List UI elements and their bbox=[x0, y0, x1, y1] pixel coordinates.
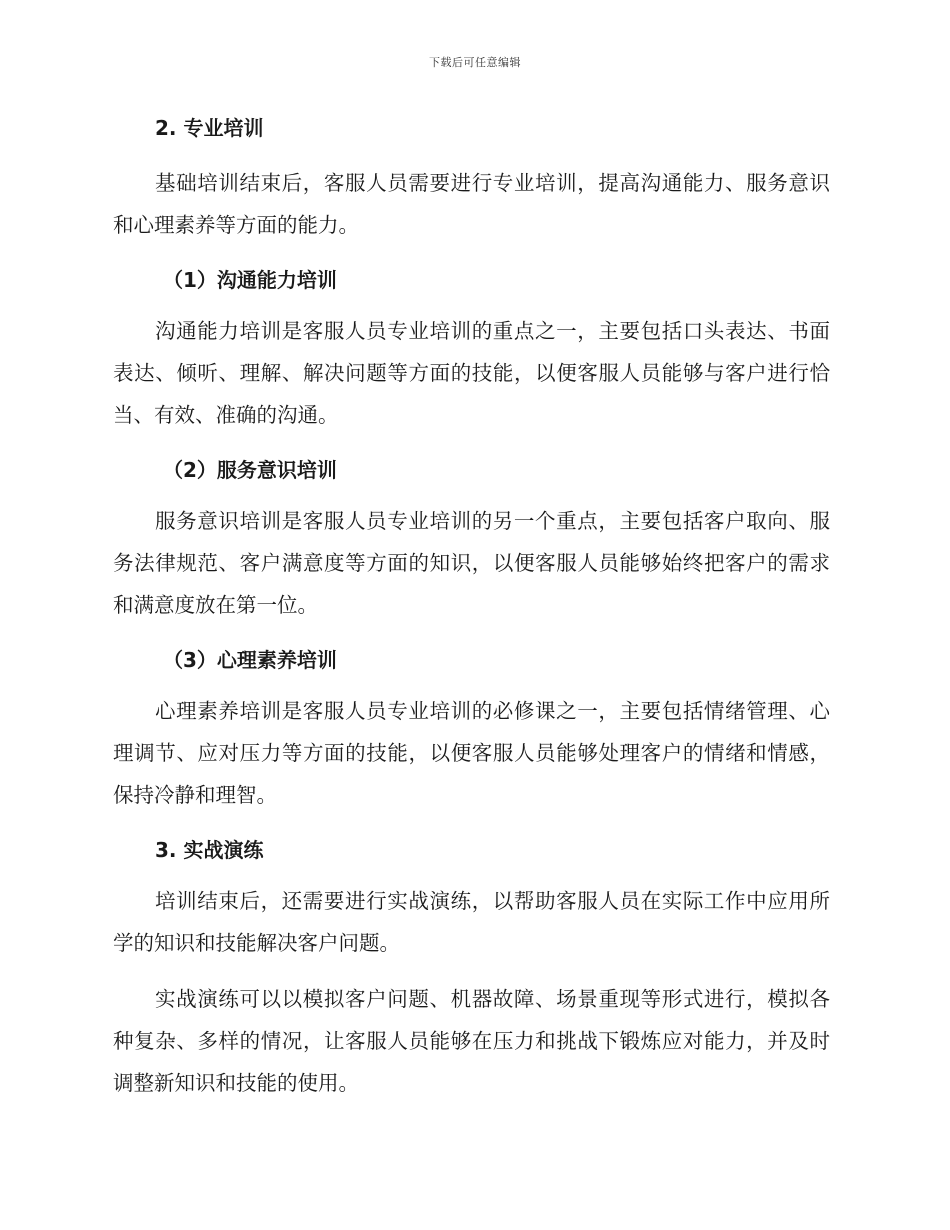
section-heading-2: 2. 专业培训 bbox=[155, 116, 264, 140]
subheading-communication: （1）沟通能力培训 bbox=[163, 268, 337, 292]
practice-paragraph-1: 培训结束后，还需要进行实战演练，以帮助客服人员在实际工作中应用所学的知识和技能解决客户问题。 bbox=[113, 889, 830, 955]
subheading-service-awareness: （2）服务意识培训 bbox=[163, 458, 337, 482]
section-heading-3: 3. 实战演练 bbox=[155, 838, 264, 862]
document-body bbox=[113, 108, 830, 1104]
practice-paragraph-2: 实战演练可以以模拟客户问题、机器故障、场景重现等形式进行，模拟各种复杂、多样的情况，让客服人员能够在压力和挑战下锻炼应对能力，并及时调整新知识和技能的使用。 bbox=[113, 987, 830, 1095]
header-note: 下载后可任意编辑 bbox=[429, 56, 521, 69]
service-awareness-paragraph: 服务意识培训是客服人员专业培训的另一个重点，主要包括客户取向、服务法律规范、客户满意度等方面的知识，以便客服人员能够始终把客户的需求和满意度放在第一位。 bbox=[113, 509, 830, 617]
section-2-intro: 基础培训结束后，客服人员需要进行专业培训，提高沟通能力、服务意识和心理素养等方面的能力。 bbox=[113, 171, 830, 237]
psychological-paragraph: 心理素养培训是客服人员专业培训的必修课之一，主要包括情绪管理、心理调节、应对压力等方面的技能，以便客服人员能够处理客户的情绪和情感，保持冷静和理智。 bbox=[113, 699, 830, 807]
communication-paragraph: 沟通能力培训是客服人员专业培训的重点之一，主要包括口头表达、书面表达、倾听、理解、解决问题等方面的技能，以便客服人员能够与客户进行恰当、有效、准确的沟通。 bbox=[113, 319, 830, 427]
subheading-psychological: （3）心理素养培训 bbox=[163, 648, 337, 672]
